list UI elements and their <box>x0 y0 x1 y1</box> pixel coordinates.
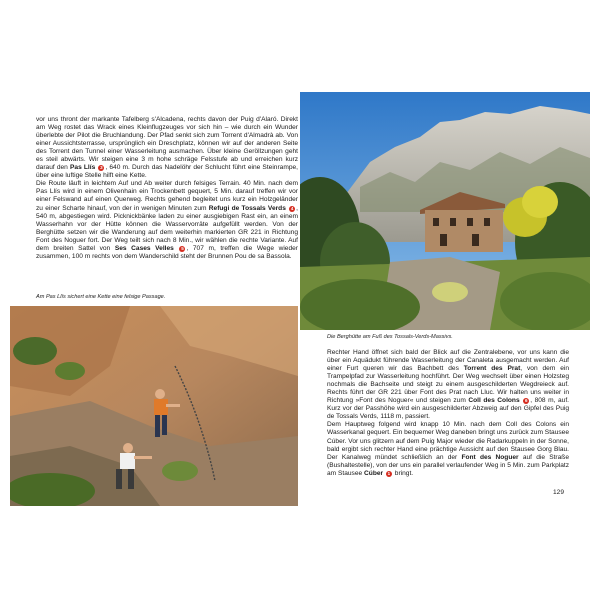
right-paragraph-2: Dem Hauptweg folgend wird knapp 10 Min. nach dem Coll des Colons ein Wasserkanal gequert. Ein bequemer Weg daneben bringt uns zurück zum Stausee Cúber. Vor uns glitzern auf dem Puig Major wieder die Radarkuppeln in der Sonne, bald ergibt sich rechter Hand eine prächtige Aussicht auf den Stausee Gorg Blau. Der Kanalweg mündet schließlich an der Font des Noguer auf die Straße (Bushaltestelle), von der uns ein parallel verlaufender Weg in 5 Min. zum Parkplatz am Stausee Cúber 1 bringt. <box>327 421 569 477</box>
place-torrent-des-prat: Torrent des Prat <box>463 365 521 373</box>
right-paragraph-1: Rechter Hand öffnet sich bald der Blick auf die Zentralebene, vor uns kann die über ein Aquädukt führende Wasserleitung der Canaleta ausgemacht werden. Auf einer Furt queren wir das Bachbett des Torrent des Prat, von dem ein Trampelpfad zur Wasserleitung hochführt. Der Weg wechselt über einen Holzsteg nochmals die Bachseite und steigt zu einem ausgeschilderten Wegdreieck auf. Rechts führt der GR 221 über Font des Prat nach Lluc. Wir halten uns weiter in Richtung »Font des Noguer« und steigen zum Coll des Colons 6 , 808 m, auf. Kurz vor der Passhöhe wird ein ausgeschilderter Abzweig auf den Gipfel des Puig de Tossals Verds, 1118 m, passiert. <box>327 349 570 421</box>
left-photo-caption: Am Pas Llís sichert eine Kette eine felsige Passage. <box>36 294 166 300</box>
left-paragraph-1: vor uns thront der markante Tafelberg s'Alcadena, rechts davon der Puig d'Alaró. Direkt am Weg rostet das Wrack eines Kleinflugzeuges vor sich hin – wie durch ein Wunder überlebte der Pilot die Bruchlandung. Der Pfad senkt sich zum Torrent d'Almadrà ab. Von einer Aussichtsterrasse, ursprünglich ein Dreschplatz, können wir auf der anderen Seite des Torrent den Tunnel einer Wasserleitung ausmachen. Über kleine Geröllzungen geht es steil abwärts. Wir steigen eine 3 m hohe schräge Felsstufe ab und erreichen kurz darauf den Pas Llís 3 , 640 m. Durch das Nadelöhr der Schlucht führt eine Steinrampe, über eine luftige Stelle hilft eine Kette. <box>36 116 298 180</box>
place-refugi: Refugi de Tossals Verds <box>208 204 286 212</box>
place-pas-llis: Pas Llís <box>70 164 96 172</box>
page-number: 129 <box>553 489 565 496</box>
place-coll-des-colons: Coll des Colons <box>468 397 520 405</box>
place-font-des-noguer: Font des Noguer <box>461 453 519 461</box>
mountain-hut-photo <box>300 92 590 330</box>
waypoint-marker-1: 1 <box>387 470 391 476</box>
left-text-column <box>36 116 298 261</box>
left-paragraph-2: Die Route läuft in leichtem Auf und Ab weiter durch felsiges Terrain. 40 Min. nach dem Pas Llís wird in einem Olivenhain ein Trockenbett gequert, 5 Min. darauf treffen wir vor einer Felswand auf einen Querweg. Rechts gehend begleitet uns kurz ein Holzgeländer zu einer Scharte hinauf, von der in wenigen Minuten zum Refugi de Tossals Verds 4 , 540 m, abgestiegen wird. Picknickbänke laden zu einer ausgiebigen Rast ein, an einem Wasserhahn vor der Hütte können die Wasservorräte aufgefüllt werden. Von der Berghütte setzen wir die Wanderung auf dem weiterhin markierten GR 221 in Richtung Font des Noguer fort. Der Weg teilt sich nach 8 Min., wir wählen die rechte Variante. Auf dem breiten Sattel von Ses Cases Velles 5 , 707 m, treffen die Wege wieder zusammen, 100 m rechts von dem Wanderschild steht der Brunnen Pou de sa Bassola. <box>36 180 299 260</box>
right-photo-caption: Die Berghütte am Fuß des Tossals-Verds-Massivs. <box>327 334 453 340</box>
waypoint-marker-6: 6 <box>524 398 528 404</box>
place-ses-cases-velles: Ses Cases Velles <box>114 244 174 252</box>
climbers-photo <box>10 306 298 506</box>
waypoint-marker-3: 3 <box>100 165 103 171</box>
right-text-column <box>327 349 569 478</box>
waypoint-marker-4: 4 <box>290 205 294 211</box>
place-cuber: Cúber <box>364 469 384 477</box>
waypoint-marker-5: 5 <box>181 245 184 251</box>
